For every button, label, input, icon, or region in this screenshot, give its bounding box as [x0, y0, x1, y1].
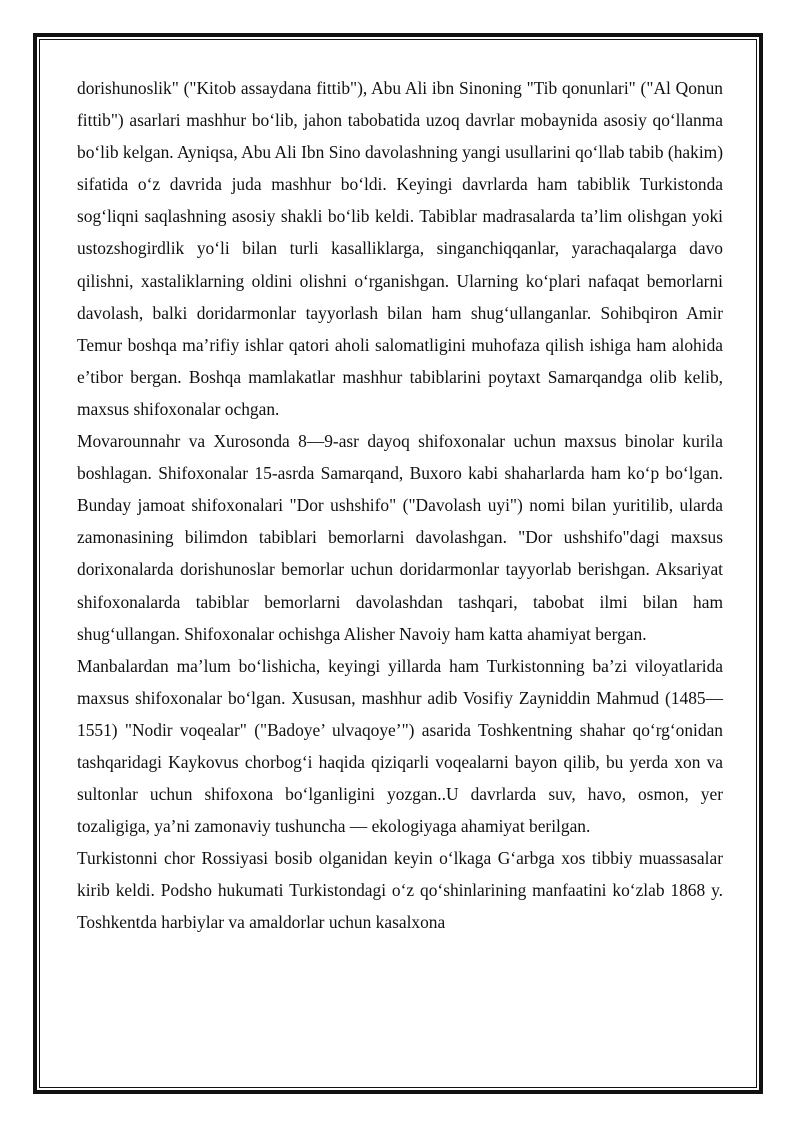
document-body — [77, 72, 723, 939]
paragraph-2: Movarounnahr va Xurosonda 8—9-asr dayoq shifoxonalar uchun maxsus binolar kurila boshlagan. Shifoxonalar 15-asrda Samarqand, Buxoro kabi shaharlarda ham ko‘p bo‘lgan. Bunday jamoat shifoxonalari "Dor ushshifo" ("Davolash uyi") nomi bilan yuritilib, ularda zamonasining bilimdon tabiblari bemorlarni davolashgan. "Dor ushshifo"dagi maxsus dorixonalarda dorishunoslar bemorlar uchun doridarmonlar tayyorlab berishgan. Aksariyat shifoxonalarda tabiblar bemorlarni davolashdan tashqari, tabobat ilmi bilan ham shug‘ullangan. Shifoxonalar ochishga Alisher Navoiy ham katta ahamiyat bergan. — [77, 431, 723, 644]
paragraph-3: Manbalardan ma’lum bo‘lishicha, keyingi yillarda ham Turkistonning ba’zi viloyatlarida maxsus shifoxonalar bo‘lgan. Xususan, mashhur adib Vosifiy Zayniddin Mahmud (1485— 1551) "Nodir voqealar" ("Badoye’ ulvaqoye’") asarida Toshkentning shahar qo‘rg‘onidan tashqaridagi Kaykovus chorbog‘i haqida qiziqarli voqealarni bayon qilib, bu yerda xon va sultonlar uchun shifoxona bo‘lganligini yozgan..U davrlarda suv, havo, osmon, yer tozaligiga, ya’ni zamonaviy tushuncha — ekologiyaga ahamiyat berilgan. — [77, 655, 723, 837]
paragraph-4: Turkistonni chor Rossiyasi bosib olganidan keyin o‘lkaga G‘arbga xos tibbiy muassasalar kirib keldi. Podsho hukumati Turkistondagi o‘z qo‘shinlarining manfaatini ko‘zlab 1868 y. Toshkentda harbiylar va amaldorlar uchun kasalxona — [77, 848, 723, 933]
paragraph-1: dorishunoslik" ("Kitob assaydana fittib"), Abu Ali ibn Sinoning "Tib qonunlari" ("Al Qonun fittib") asarlari mashhur bo‘lib, jahon tabobatida uzoq davrlar mobaynida asosiy qo‘llanma bo‘lib kelgan. Ayniqsa, Abu Ali Ibn Sino davolashning yangi usullarini qo‘llab tabib (hakim) sifatida o‘z davrida juda mashhur bo‘ldi. Keyingi davrlarda ham tabiblik Turkistonda sog‘liqni saqlashning asosiy shakli bo‘lib keldi. Tabiblar madrasalarda ta’lim olishgan yoki ustozshogirdlik yo‘li bilan turli kasalliklarga, singanchiqqanlar, yarachaqalarga davo qilishni, xastaliklarning oldini olishni o‘rganishgan. Ularning ko‘plari nafaqat bemorlarni davolash, balki doridarmonlar tayyorlash bilan ham shug‘ullanganlar. Sohibqiron Amir Temur boshqa ma’rifiy ishlar qatori aholi salomatligini muhofaza qilish ishiga ham alohida e’tibor bergan. Boshqa mamlakatlar mashhur tabiblarini poytaxt Samarqandga olib kelib, maxsus shifoxonalar ochgan. — [77, 78, 723, 419]
